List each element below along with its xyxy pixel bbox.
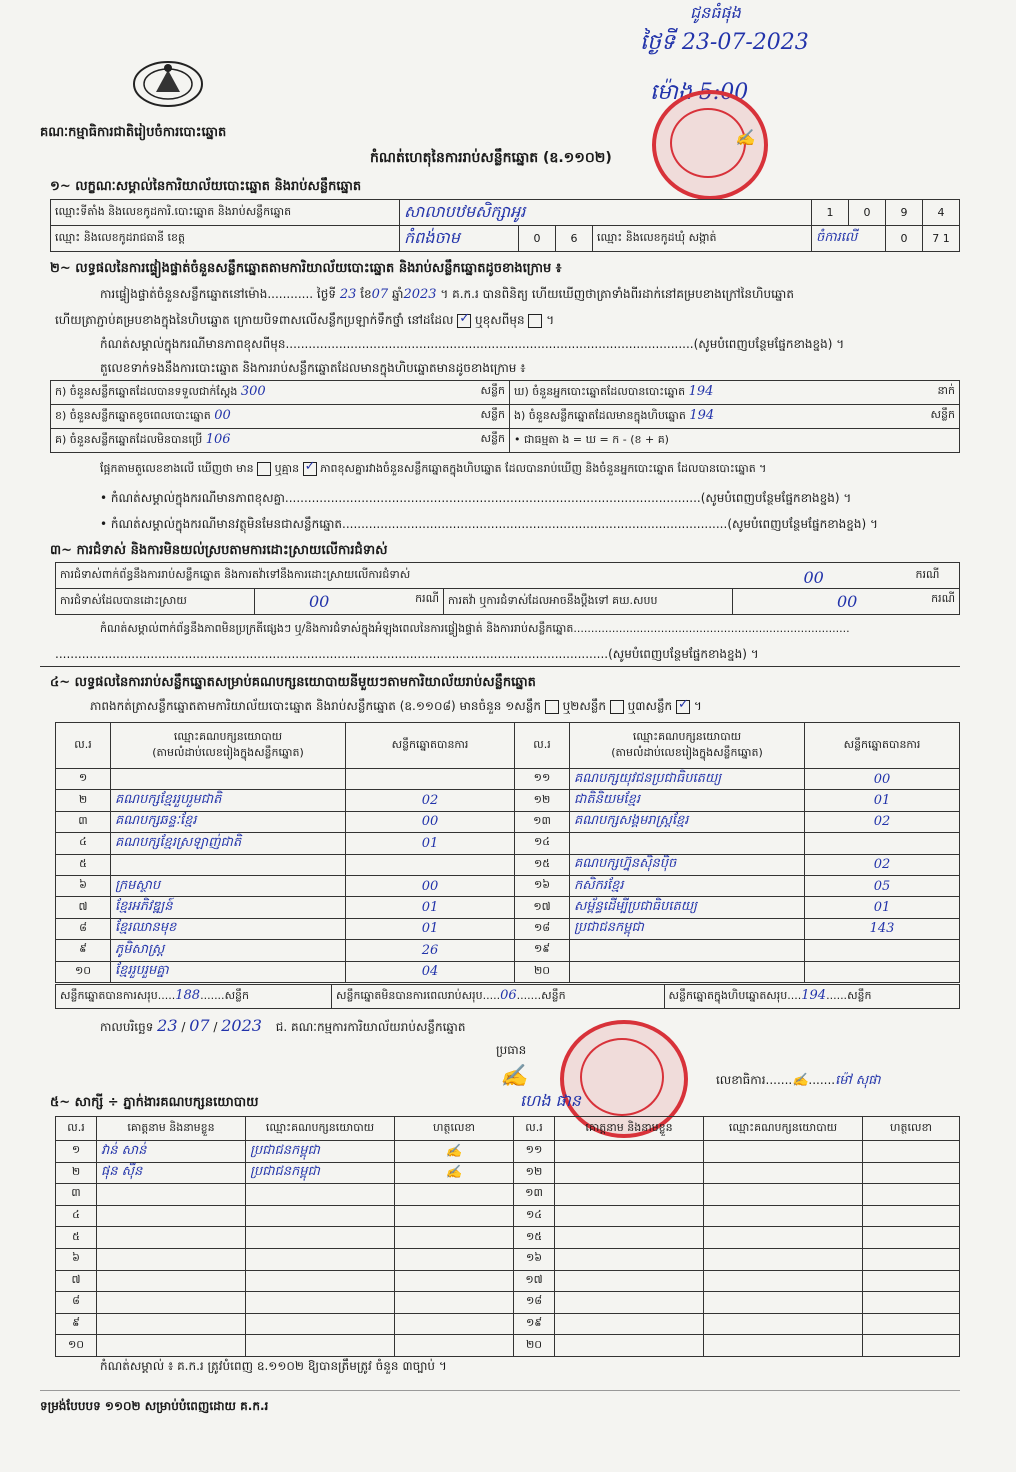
witness-name: វាន់ សាន់: [97, 1141, 246, 1163]
party-votes: [805, 833, 960, 854]
col-no-left: ល.រ: [56, 723, 111, 769]
party-name: [570, 961, 805, 982]
col-votes-right: សន្លឹកឆ្នោតបានការ: [805, 723, 960, 769]
difference-bullet: • កំណត់សម្គាល់ក្នុងករណីមានភាពខុសគ្នា.............................................................................................................(សូមបំពេញបន្ថែមផ្នែកខាងខ្នង) ។: [100, 491, 852, 505]
witness-no: ១៤: [514, 1205, 555, 1227]
witness-name: [555, 1205, 704, 1227]
results-row: [56, 790, 960, 811]
one-sheet-checkbox[interactable]: [545, 700, 559, 714]
party-no: ១៤: [515, 833, 570, 854]
witness-party: [704, 1313, 863, 1335]
party-no: ១៣: [515, 811, 570, 832]
results-row: [56, 897, 960, 918]
appeal-value: 00 ករណី: [733, 589, 960, 615]
figure-b: ខ) ចំនួនសន្លឹកឆ្នោតខូចពេលបោះឆ្នោត 00 សន្លឹក: [51, 405, 510, 429]
section4-title: ៤~ លទ្ធផលនៃការរាប់សន្លឹកឆ្នោតសម្រាប់គណបក្សនយោបាយនីមួយៗតាមការិយាល័យរាប់សន្លឹកឆ្នោត: [50, 675, 536, 690]
section2-title: ២~ លទ្ធផលនៃការផ្ទៀងផ្ទាត់ចំនួនសន្លឹកឆ្នោតតាមការិយាល័យបោះឆ្នោត និងរាប់សន្លឹកឆ្នោតដូចខាងក្រោម ៖: [50, 261, 562, 276]
witness-signature: [395, 1205, 514, 1227]
witness-name: [97, 1292, 246, 1314]
witness-party: [704, 1335, 863, 1357]
party-name: [111, 854, 346, 875]
totals-table: [55, 984, 960, 1009]
witness-signature: [863, 1270, 960, 1292]
party-no: ៦: [56, 875, 111, 896]
party-name: គណបក្សឆន្ទៈខ្មែរ: [111, 811, 346, 832]
party-name: ជាតិនិយមខ្មែរ: [570, 790, 805, 811]
witness-signature: [395, 1270, 514, 1292]
party-name: គណបក្សសង្គមរាស្ត្រខ្មែរ: [570, 811, 805, 832]
witness-no: ៧: [56, 1270, 97, 1292]
irregularity-note: កំណត់សម្គាល់ពាក់ព័ន្ធនឹងភាពមិនប្រក្រតីផ្សេងៗ ឬ/និងការជំទាស់ក្នុងអំឡុងពេលនៃការផ្ទៀងផ្ទាត់ និងការរាប់សន្លឹកឆ្នោត...............................................................................: [100, 622, 850, 635]
irregularity-fill: .................................................................................................................................................(សូមបំពេញបន្ថែមផ្នែកខាងខ្នង) ។: [55, 647, 759, 661]
witness-signature: ✍: [395, 1162, 514, 1184]
commune-code-1: 0: [886, 226, 923, 252]
office-code-3: 9: [886, 200, 923, 226]
party-votes: [346, 854, 515, 875]
three-sheet-checkbox[interactable]: [676, 700, 690, 714]
party-no: ១៧: [515, 897, 570, 918]
office-code-4: 4: [923, 200, 960, 226]
province-label: ឈ្មោះ និងលេខកូដរាជធានី ខេត្ត: [51, 226, 400, 252]
witness-party: [704, 1227, 863, 1249]
witness-signature: [863, 1184, 960, 1206]
province-code-2: 6: [556, 226, 593, 252]
witness-party: [704, 1184, 863, 1206]
verify-day: 23: [339, 287, 357, 302]
party-no: ១៥: [515, 854, 570, 875]
office-value: សាលាបឋមសិក្សាអូរ: [400, 200, 812, 226]
complaints-table: [55, 562, 960, 615]
office-label: ឈ្មោះទីតាំង និងលេខកូដការិ.បោះឆ្នោត និងរាប់សន្លឹកឆ្នោត: [51, 200, 400, 226]
witness-row: [56, 1313, 960, 1335]
witness-col-party: ឈ្មោះគណបក្សនយោបាយ: [246, 1117, 395, 1141]
form-footer: ទម្រង់បែបបទ ១១០២ សម្រាប់បំពេញដោយ គ.ក.រ: [40, 1399, 269, 1413]
section5-title: ៥~ សាក្សី ÷ ភ្នាក់ងារគណបក្សនយោបាយ: [50, 1095, 259, 1110]
witness-no: ១២: [514, 1162, 555, 1184]
witness-no: ១៥: [514, 1227, 555, 1249]
party-no: ១៦: [515, 875, 570, 896]
party-name: [570, 833, 805, 854]
party-no: ៧: [56, 897, 111, 918]
witness-col-no: ល.រ: [56, 1117, 97, 1141]
witness-row: [56, 1141, 960, 1163]
witness-party: [704, 1248, 863, 1270]
foreign-object-bullet: • កំណត់សម្គាល់ក្នុងករណីមានវត្ថុមិនមែនជាសន្លឹកឆ្នោត.....................................................................................................(សូមបំពេញបន្ថែមផ្នែកខាងខ្នង) ។: [100, 517, 878, 531]
witness-row: [56, 1227, 960, 1249]
unchanged-checkbox[interactable]: [457, 314, 471, 328]
witness-signature: ✍: [395, 1141, 514, 1163]
section1-table: [50, 199, 960, 252]
province-value: កំពង់ចាម: [400, 226, 519, 252]
witness-name: [555, 1313, 704, 1335]
office-code-2: 0: [849, 200, 886, 226]
office-code-1: 1: [812, 200, 849, 226]
witness-name: [97, 1313, 246, 1335]
witness-no: ២០: [514, 1335, 555, 1357]
party-name: ខ្មែររួបរួមគ្នា: [111, 961, 346, 982]
witness-signature: [863, 1162, 960, 1184]
witness-no: ៤: [56, 1205, 97, 1227]
witness-party: [704, 1270, 863, 1292]
witness-no: ១៨: [514, 1292, 555, 1314]
witness-no: ១៦: [514, 1248, 555, 1270]
witness-name: [97, 1335, 246, 1357]
witness-party: [704, 1205, 863, 1227]
party-no: ១៨: [515, 918, 570, 939]
witness-row: [56, 1184, 960, 1206]
party-name: [570, 940, 805, 961]
party-name: គណបក្សខ្មែរស្រឡាញ់ជាតិ: [111, 833, 346, 854]
no-difference-checkbox[interactable]: [303, 462, 317, 476]
witness-col-sign: ហត្ថលេខា: [395, 1117, 514, 1141]
party-name: គណបក្សហ្វ៊ុនស៊ិនប៉ិច: [570, 854, 805, 875]
signature-top: ✍: [735, 128, 755, 147]
party-votes: 00: [346, 811, 515, 832]
witness-party: [704, 1141, 863, 1163]
witness-no: ៥: [56, 1227, 97, 1249]
difference-check-line: ផ្អែកតាមតួលេខខាងលើ ឃើញថា មាន ឬគ្មាន ✓ ភាពខុសគ្នារវាងចំនួនសន្លឹកឆ្នោតក្នុងហិបឆ្នោត ដែលបានរាប់ឃើញ និងចំនួនអ្នកបោះឆ្នោត ដែលបានបោះឆ្នោត ។: [100, 462, 766, 478]
changed-checkbox[interactable]: [528, 314, 542, 328]
party-no: ៩: [56, 940, 111, 961]
results-row: [56, 918, 960, 939]
witness-no: ៩: [56, 1313, 97, 1335]
witness-col-name-right: គោត្តនាម និងនាមខ្លួន: [555, 1117, 704, 1141]
witness-col-name: គោត្តនាម និងនាមខ្លួន: [97, 1117, 246, 1141]
witness-table: [55, 1116, 960, 1357]
party-no: ៣: [56, 811, 111, 832]
party-name: [111, 769, 346, 790]
commune-code-2: 7 1: [923, 226, 960, 252]
formula: • ជាធម្មតា ង = ឃ = ក - (ខ + គ): [510, 429, 960, 453]
witness-row: [56, 1248, 960, 1270]
party-votes: [805, 961, 960, 982]
witness-col-no-right: ល.រ: [514, 1117, 555, 1141]
witness-signature: [395, 1335, 514, 1357]
witness-no: ៨: [56, 1292, 97, 1314]
witness-signature: [863, 1292, 960, 1314]
results-row: [56, 940, 960, 961]
witness-name: [555, 1141, 704, 1163]
secretary-label: លេខាធិការ.......✍.......ម៉ៅ សុផា: [716, 1073, 881, 1088]
handwritten-date: ថ្ងៃទី 23-07-2023: [640, 30, 809, 55]
figure-d: ឃ) ចំនួនអ្នកបោះឆ្នោតដែលបានបោះឆ្នោត 194 នាក់: [510, 381, 960, 405]
commune-value: ចំការលើ: [812, 226, 886, 252]
resolved-value: 00 ករណី: [255, 589, 444, 615]
section3-title: ៣~ ការជំទាស់ និងការមិនយល់ស្របតាមការដោះស្រាយលើការជំទាស់: [50, 543, 388, 558]
party-name: កសិករខ្មែរ: [570, 875, 805, 896]
two-sheet-checkbox[interactable]: [610, 700, 624, 714]
party-votes: 02: [805, 811, 960, 832]
verify-month: 07: [371, 287, 389, 302]
party-votes: [805, 940, 960, 961]
results-row: [56, 854, 960, 875]
figures-table: [50, 380, 960, 453]
signing-date: កាលបរិច្ឆេទ 23 / 07 / 2023 ជ. គណៈកម្មការការិយាល័យរាប់សន្លឹកឆ្នោត: [100, 1016, 466, 1035]
total-box: សន្លឹកឆ្នោតក្នុងហិបឆ្នោតសរុប....194......សន្លឹក: [664, 985, 959, 1009]
party-votes: 00: [346, 875, 515, 896]
verification-line-2: ហើយត្រាភ្ជាប់គម្របខាងក្នុងនៃហិបឆ្នោត ក្រោយបិទពាសលើសន្លឹកប្រឡាក់ទឹកថ្នាំ នៅដដែល ✓ ឬខុសពីមុន ។: [55, 312, 554, 330]
col-party-left: ឈ្មោះគណបក្សនយោបាយ (តាមលំដាប់លេខរៀងក្នុងសន្លឹកឆ្នោត): [111, 723, 346, 769]
province-code-1: 0: [519, 226, 556, 252]
party-votes: 01: [346, 897, 515, 918]
results-row: [56, 833, 960, 854]
complaint-row-1: ការជំទាស់ពាក់ព័ន្ធនឹងការរាប់សន្លឹកឆ្នោត និងការតវ៉ាទៅនឹងការដោះស្រាយលើការជំទាស់ 00 ករណី: [56, 563, 960, 589]
party-votes: 143: [805, 918, 960, 939]
witness-no: ៣: [56, 1184, 97, 1206]
party-no: ២: [56, 790, 111, 811]
witness-name: [97, 1270, 246, 1292]
party-name: ខ្មែរអភិវឌ្ឍន៍: [111, 897, 346, 918]
party-name: ក្រមស្ថាប: [111, 875, 346, 896]
witness-name: [555, 1162, 704, 1184]
party-votes: 01: [805, 897, 960, 918]
col-votes-left: សន្លឹកឆ្នោតបានការ: [346, 723, 515, 769]
difference-note: កំណត់សម្គាល់ក្នុងករណីមានភាពខុសពីមុន...........................................................................................................(សូមបំពេញបន្ថែមផ្នែកខាងខ្នង) ។: [100, 337, 845, 351]
figures-intro: តួលេខទាក់ទងនឹងការបោះឆ្នោត និងការរាប់សន្លឹកឆ្នោតដែលមានក្នុងហិបឆ្នោតមានដូចខាងក្រោម ៖: [100, 361, 526, 375]
col-party-right: ឈ្មោះគណបក្សនយោបាយ (តាមលំដាប់លេខរៀងក្នុងសន្លឹកឆ្នោត): [570, 723, 805, 769]
party-no: ១៩: [515, 940, 570, 961]
party-votes: 00: [805, 769, 960, 790]
witness-signature: [863, 1141, 960, 1163]
witness-signature: [863, 1205, 960, 1227]
witness-party: [246, 1184, 395, 1206]
witness-signature: [863, 1248, 960, 1270]
witness-name: [555, 1335, 704, 1357]
nec-emblem-icon: [128, 58, 208, 110]
witness-signature: [395, 1227, 514, 1249]
witness-name: [97, 1227, 246, 1249]
witness-no: ១០: [56, 1335, 97, 1357]
witness-name: [555, 1248, 704, 1270]
party-votes: 04: [346, 961, 515, 982]
party-results-table: [55, 722, 960, 983]
results-row: [56, 961, 960, 982]
party-name: ខ្មែរឈានមុខ: [111, 918, 346, 939]
has-difference-checkbox[interactable]: [257, 462, 271, 476]
witness-party: [246, 1227, 395, 1249]
witness-row: [56, 1292, 960, 1314]
witness-party: [246, 1248, 395, 1270]
section1-title: ១~ លក្ខណៈសម្គាល់នៃការិយាល័យបោះឆ្នោត និងរាប់សន្លឹកឆ្នោត: [50, 179, 362, 194]
witness-party: ប្រជាជនកម្ពុជា: [246, 1141, 395, 1163]
appeal-label: ការតវ៉ា ឬការជំទាស់ដែលអាចនឹងប្តឹងទៅ គឃ.សបប: [444, 589, 733, 615]
witness-party: [246, 1335, 395, 1357]
witness-name: [555, 1227, 704, 1249]
witness-signature: [863, 1313, 960, 1335]
handwritten-time: ម៉ោង 5:00: [650, 80, 749, 105]
witness-party: [704, 1162, 863, 1184]
witness-party: [246, 1292, 395, 1314]
figure-a: ក) ចំនួនសន្លឹកឆ្នោតដែលបានទទួលជាក់ស្តែង 300 សន្លឹក: [51, 381, 510, 405]
resolved-label: ការជំទាស់ដែលបានដោះស្រាយ: [56, 589, 255, 615]
figure-e: ង) ចំនួនសន្លឹកឆ្នោតដែលមានក្នុងហិបឆ្នោត 194 សន្លឹក: [510, 405, 960, 429]
witness-signature: [863, 1335, 960, 1357]
chair-name: ហេង ផាន: [520, 1091, 581, 1110]
party-no: ៥: [56, 854, 111, 875]
witness-name: [97, 1205, 246, 1227]
witness-party: [246, 1270, 395, 1292]
party-no: ១០: [56, 961, 111, 982]
party-no: ២០: [515, 961, 570, 982]
witness-row: [56, 1162, 960, 1184]
witness-signature: [395, 1248, 514, 1270]
party-votes: [346, 769, 515, 790]
witness-no: ១: [56, 1141, 97, 1163]
witness-row: [56, 1205, 960, 1227]
party-name: ប្រជាជនកម្ពុជា: [570, 918, 805, 939]
party-no: ៤: [56, 833, 111, 854]
verification-line-1: ការផ្ទៀងផ្ទាត់ចំនួនសន្លឹកឆ្នោតនៅម៉ោង............ ថ្ងៃទី 23 ខែ07 ឆ្នាំ2023 ។ គ.ក.រ បានពិនិត្យ ហើយឃើញថាត្រាទាំងពីរដាក់នៅគម្របខាងក្រៅនៃហិបឆ្នោត: [100, 287, 794, 302]
party-no: ៨: [56, 918, 111, 939]
total-valid: សន្លឹកឆ្នោតបានការសរុប.....188.......សន្លឹក: [56, 985, 332, 1009]
witness-signature: [395, 1184, 514, 1206]
commune-label: ឈ្មោះ និងលេខកូដឃុំ សង្កាត់: [593, 226, 812, 252]
results-row: [56, 769, 960, 790]
witness-name: [555, 1292, 704, 1314]
party-votes: 26: [346, 940, 515, 961]
col-no-right: ល.រ: [515, 723, 570, 769]
verify-year: 2023: [403, 287, 437, 302]
witness-no: ៦: [56, 1248, 97, 1270]
witness-name: [555, 1184, 704, 1206]
party-no: ១: [56, 769, 111, 790]
witness-name: ផុន ស៊ីន: [97, 1162, 246, 1184]
party-votes: 01: [346, 918, 515, 939]
witness-no: ២: [56, 1162, 97, 1184]
chair-signature: ✍: [500, 1064, 528, 1089]
witness-no: ១៣: [514, 1184, 555, 1206]
party-votes: 01: [805, 790, 960, 811]
party-votes: 02: [346, 790, 515, 811]
total-invalid: សន្លឹកឆ្នោតមិនបានការពេលរាប់សរុប.....06.......សន្លឹក: [331, 985, 664, 1009]
witness-col-sign-right: ហត្ថលេខា: [863, 1117, 960, 1141]
form-title: កំណត់ហេតុនៃការរាប់សន្លឹកឆ្នោត (ឧ.១១០២): [370, 150, 612, 166]
party-votes: 02: [805, 854, 960, 875]
party-name: ភូមិសាស្ត្រ: [111, 940, 346, 961]
witness-name: [555, 1270, 704, 1292]
witness-no: ១៧: [514, 1270, 555, 1292]
party-no: ១២: [515, 790, 570, 811]
party-name: គណបក្សខ្មែររួបរួមជាតិ: [111, 790, 346, 811]
witness-party: [246, 1205, 395, 1227]
witness-party: [246, 1313, 395, 1335]
chair-label: ប្រធាន: [496, 1043, 527, 1057]
tally-sheets-line: ភាពងកត់ត្រាសន្លឹកឆ្នោតតាមការិយាល័យបោះឆ្នោត និងរាប់សន្លឹកឆ្នោត (ឧ.១១០៨) មានចំនួន ១សន្លឹក ឬ២សន្លឹក ឬ៣សន្លឹក ✓ ។: [90, 698, 702, 716]
witness-no: ១១: [514, 1141, 555, 1163]
witness-signature: [863, 1227, 960, 1249]
witness-no: ១៩: [514, 1313, 555, 1335]
party-name: គណបក្សយុវជនប្រជាធិបតេយ្យ: [570, 769, 805, 790]
results-row: [56, 811, 960, 832]
witness-party: ប្រជាជនកម្ពុជា: [246, 1162, 395, 1184]
results-row: [56, 875, 960, 896]
handwritten-title: ជូនធំផុង: [690, 3, 741, 22]
witness-row: [56, 1335, 960, 1357]
committee-name: គណៈកម្មាធិការជាតិរៀបចំការបោះឆ្នោត: [40, 125, 227, 140]
figure-c: គ) ចំនួនសន្លឹកឆ្នោតដែលមិនបានប្រើ 106 សន្លឹក: [51, 429, 510, 453]
party-name: សម្ព័ន្ធដើម្បីប្រជាធិបតេយ្យ: [570, 897, 805, 918]
footer-note: កំណត់សម្គាល់ ៖ គ.ក.រ ត្រូវបំពេញ ឧ.១១០២ ឱ្យបានត្រឹមត្រូវ ចំនួន ៣ច្បាប់ ។: [100, 1359, 447, 1373]
witness-signature: [395, 1313, 514, 1335]
party-votes: 05: [805, 875, 960, 896]
witness-col-party-right: ឈ្មោះគណបក្សនយោបាយ: [704, 1117, 863, 1141]
party-no: ១១: [515, 769, 570, 790]
witness-party: [704, 1292, 863, 1314]
witness-signature: [395, 1292, 514, 1314]
party-votes: 01: [346, 833, 515, 854]
witness-name: [97, 1184, 246, 1206]
witness-name: [97, 1248, 246, 1270]
witness-row: [56, 1270, 960, 1292]
